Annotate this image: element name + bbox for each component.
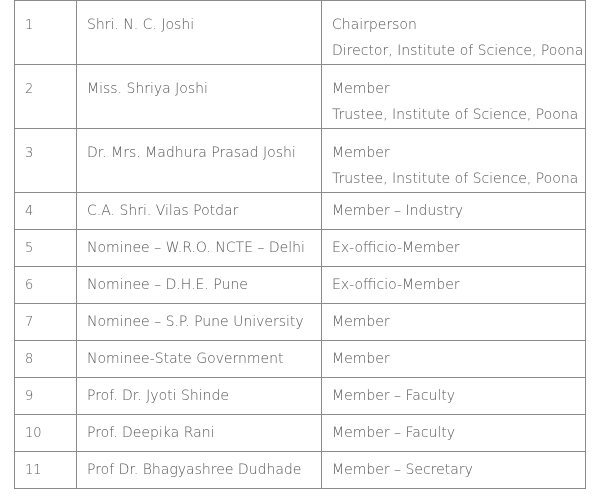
serial-number-cell <box>15 341 77 378</box>
serial-number: 6 <box>25 278 34 293</box>
serial-number: 3 <box>25 146 34 161</box>
designation-cell <box>322 230 586 267</box>
name-cell <box>77 230 322 267</box>
serial-number-cell <box>15 65 77 129</box>
member-role: Member <box>332 314 390 330</box>
designation-cell <box>322 304 586 341</box>
serial-number: 9 <box>25 389 34 404</box>
member-name: Prof. Deepika Rani <box>87 425 215 441</box>
serial-number-cell <box>15 129 77 193</box>
table-row <box>15 65 586 129</box>
serial-number-cell <box>15 452 77 489</box>
designation-cell <box>322 65 586 129</box>
table-row <box>15 1 586 65</box>
designation-cell <box>322 452 586 489</box>
name-cell <box>77 193 322 230</box>
designation-cell <box>322 129 586 193</box>
designation-cell <box>322 1 586 65</box>
designation-cell <box>322 415 586 452</box>
member-role: Member <box>332 145 390 161</box>
member-name: Nominee-State Government <box>87 351 284 367</box>
name-cell <box>77 341 322 378</box>
table-row <box>15 267 586 304</box>
member-role: Member <box>332 351 390 367</box>
name-cell <box>77 1 322 65</box>
member-role: Chairperson <box>332 17 417 33</box>
serial-number: 11 <box>25 463 42 478</box>
member-role-detail: Trustee, Institute of Science, Poona <box>332 107 579 123</box>
serial-number: 5 <box>25 241 34 256</box>
member-role: Member – Faculty <box>332 388 456 404</box>
member-name: Dr. Mrs. Madhura Prasad Joshi <box>87 145 296 161</box>
table-row <box>15 129 586 193</box>
serial-number-cell <box>15 415 77 452</box>
committee-members-table <box>14 0 586 489</box>
table-body <box>15 1 586 489</box>
member-name: Nominee – W.R.O. NCTE – Delhi <box>87 240 305 256</box>
member-role: Ex-officio-Member <box>332 240 460 256</box>
designation-cell <box>322 341 586 378</box>
member-role: Ex-officio-Member <box>332 277 460 293</box>
serial-number: 8 <box>25 352 34 367</box>
table-row <box>15 452 586 489</box>
designation-cell <box>322 378 586 415</box>
designation-cell <box>322 193 586 230</box>
member-role: Member – Faculty <box>332 425 456 441</box>
name-cell <box>77 129 322 193</box>
member-role: Member – Industry <box>332 203 464 219</box>
serial-number-cell <box>15 378 77 415</box>
table-row <box>15 415 586 452</box>
serial-number-cell <box>15 267 77 304</box>
member-name: Shri. N. C. Joshi <box>87 17 195 33</box>
member-role-detail: Trustee, Institute of Science, Poona <box>332 171 579 187</box>
serial-number: 4 <box>25 204 34 219</box>
serial-number: 1 <box>25 18 34 33</box>
member-name: Miss. Shriya Joshi <box>87 81 208 97</box>
designation-cell <box>322 267 586 304</box>
name-cell <box>77 415 322 452</box>
table-row <box>15 230 586 267</box>
table-row <box>15 193 586 230</box>
serial-number: 2 <box>25 82 34 97</box>
member-name: Prof. Dr. Jyoti Shinde <box>87 388 230 404</box>
member-role: Member <box>332 81 390 97</box>
member-name: Nominee – D.H.E. Pune <box>87 277 248 293</box>
name-cell <box>77 267 322 304</box>
member-role: Member – Secretary <box>332 462 473 478</box>
name-cell <box>77 452 322 489</box>
serial-number: 10 <box>25 426 42 441</box>
name-cell <box>77 65 322 129</box>
serial-number-cell <box>15 193 77 230</box>
serial-number-cell <box>15 304 77 341</box>
member-name: C.A. Shri. Vilas Potdar <box>87 203 239 219</box>
name-cell <box>77 378 322 415</box>
member-role-detail: Director, Institute of Science, Poona <box>332 43 584 59</box>
member-name: Nominee – S.P. Pune University <box>87 314 304 330</box>
serial-number-cell <box>15 1 77 65</box>
table-row <box>15 304 586 341</box>
serial-number: 7 <box>25 315 34 330</box>
name-cell <box>77 304 322 341</box>
table-row <box>15 378 586 415</box>
table-row <box>15 341 586 378</box>
serial-number-cell <box>15 230 77 267</box>
member-name: Prof Dr. Bhagyashree Dudhade <box>87 462 302 478</box>
